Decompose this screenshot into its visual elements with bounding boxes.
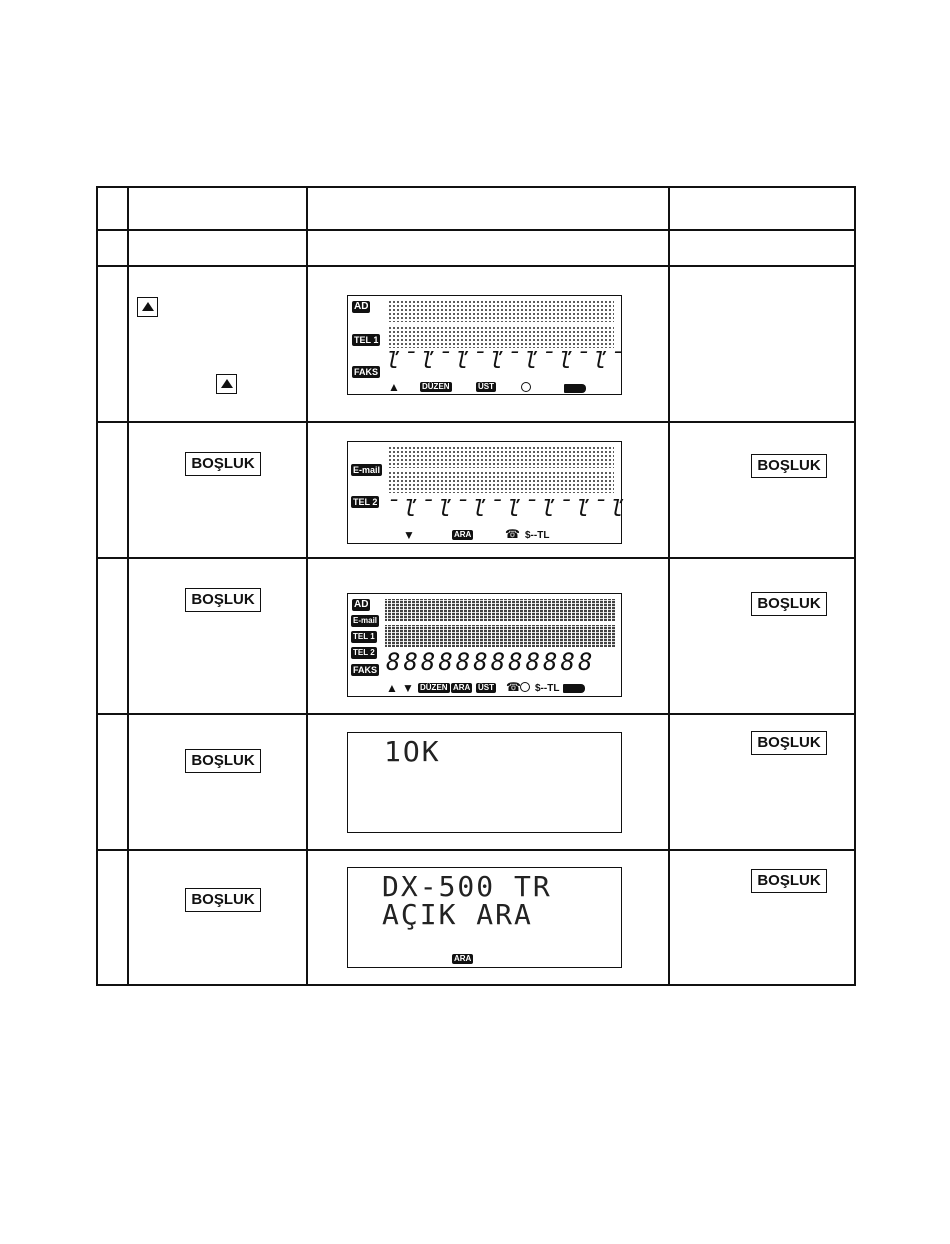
lcd-label-ad: AD (354, 599, 369, 610)
lcd-label-tel1: TEL 1 (353, 632, 375, 641)
dot-matrix-row (388, 471, 614, 493)
col-divider (306, 186, 308, 986)
lcd-label-ara: ARA (453, 683, 471, 692)
row-divider (96, 713, 856, 715)
space-key-button[interactable]: BOŞLUK (751, 869, 827, 893)
lcd-label-faks: FAKS (353, 665, 378, 675)
currency-label: $--TL (525, 530, 550, 541)
space-key-button[interactable]: BOŞLUK (185, 888, 261, 912)
col-divider (127, 186, 129, 986)
col-divider (96, 186, 98, 986)
lcd-label-ara: ARA (454, 530, 472, 539)
lcd-label-ad: AD (354, 301, 369, 312)
table-border-top (96, 186, 856, 188)
space-key-button[interactable]: BOŞLUK (751, 731, 827, 755)
dot-matrix-row (388, 326, 614, 348)
lcd-label-email: E-mail (353, 616, 378, 625)
space-key-button[interactable]: BOŞLUK (185, 749, 261, 773)
phone-icon (505, 528, 520, 540)
lcd-label-faks: FAKS (354, 367, 379, 377)
space-key-button[interactable]: BOŞLUK (185, 588, 261, 612)
dot-matrix-row-lit (385, 625, 615, 647)
row-divider (96, 229, 856, 231)
lcd-label-tel2: TEL 2 (353, 497, 378, 507)
lcd-label-duzen: DÜZEN (422, 382, 450, 391)
up-arrow-key-icon[interactable] (137, 297, 158, 317)
down-arrow-icon (403, 529, 415, 541)
currency-label: $--TL (535, 683, 560, 694)
lcd-label-duzen: DÜZEN (420, 683, 448, 692)
segment-digits: ˉľˉľˉľˉľˉľˉľˉľ (386, 497, 628, 522)
lcd-text-line2: AÇIK ARA (382, 898, 533, 931)
up-arrow-icon (388, 381, 400, 393)
segment-digits-lit: 888888888888 (386, 648, 596, 676)
segment-digits: ľˉľˉľˉľˉľˉľˉľˉ (386, 349, 628, 374)
table-border-right (854, 186, 856, 986)
lcd-label-tel1: TEL 1 (354, 335, 379, 345)
space-key-button[interactable]: BOŞLUK (185, 452, 261, 476)
clock-icon (521, 382, 531, 394)
space-key-button[interactable]: BOŞLUK (751, 454, 827, 478)
row-divider (96, 265, 856, 267)
lcd-display-4 (347, 732, 622, 833)
lcd-display-1 (347, 295, 628, 395)
lcd-label-email: E-mail (353, 465, 381, 475)
dot-matrix-row-lit (385, 599, 615, 621)
key-icon (563, 683, 585, 695)
down-arrow-icon (402, 682, 414, 694)
col-divider (668, 186, 670, 986)
lcd-label-ara: ARA (454, 954, 472, 963)
clock-icon (520, 682, 530, 694)
dot-matrix-row (388, 446, 614, 468)
dot-matrix-row (388, 300, 614, 322)
lcd-text-line1: DX-500 TR (382, 870, 552, 903)
lcd-label-tel2: TEL 2 (353, 648, 375, 657)
lcd-display-5 (347, 867, 622, 968)
space-key-button[interactable]: BOŞLUK (751, 592, 827, 616)
phone-icon (506, 681, 521, 693)
row-divider (96, 849, 856, 851)
lcd-text: 1OK (384, 735, 441, 768)
up-arrow-icon (386, 682, 398, 694)
lcd-label-ust: ÜST (478, 683, 494, 692)
lcd-display-2 (347, 441, 628, 544)
table-border-bottom (96, 984, 856, 986)
lcd-label-ust: ÜST (478, 382, 494, 391)
row-divider (96, 421, 856, 423)
key-icon (564, 383, 586, 395)
lcd-display-3 (347, 593, 622, 697)
up-arrow-key-icon[interactable] (216, 374, 237, 394)
row-divider (96, 557, 856, 559)
